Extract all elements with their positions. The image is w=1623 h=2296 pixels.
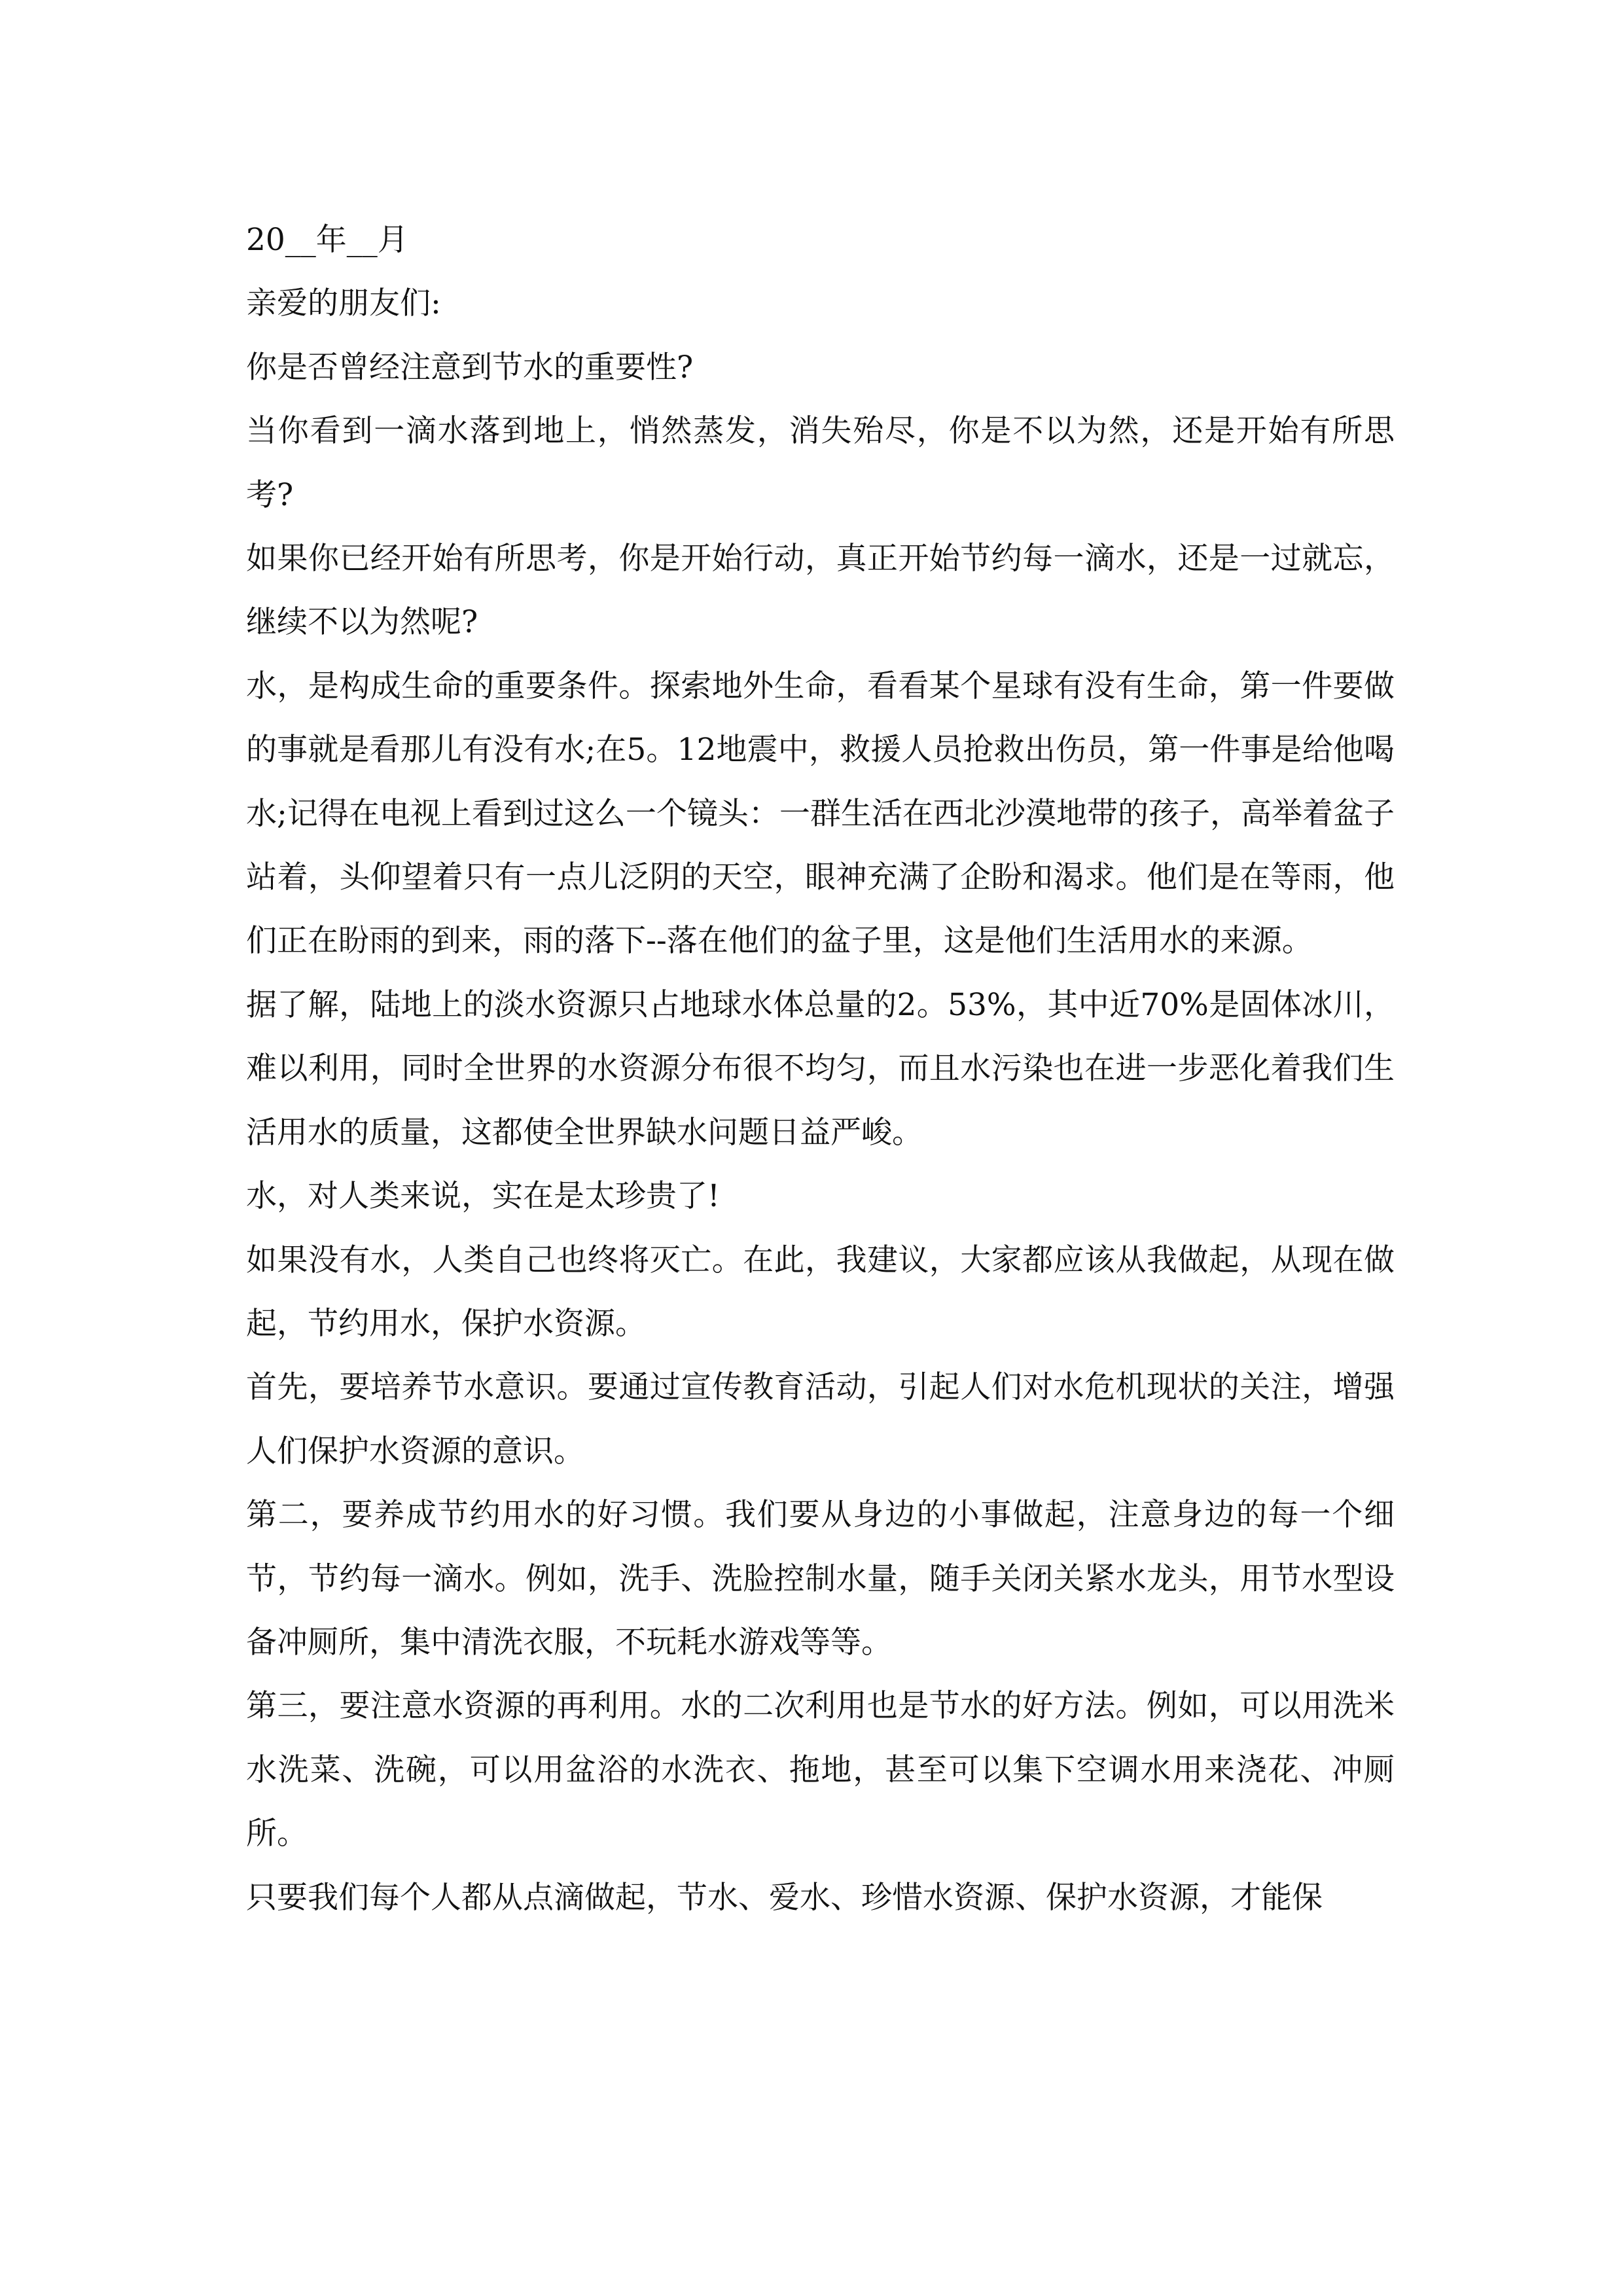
paragraph: 你是否曾经注意到节水的重要性? <box>246 349 694 386</box>
document-body <box>246 208 1395 1929</box>
paragraph: 如果你已经开始有所思考，你是开始行动，真正开始节约每一滴水，还是一过就忘，继续不以为然呢? <box>246 541 1395 641</box>
paragraph: 只要我们每个人都从点滴做起，节水、爱水、珍惜水资源、保护水资源，才能保 <box>246 1879 1323 1916</box>
paragraph: 水，是构成生命的重要条件。探索地外生命，看看某个星球有没有生命，第一件要做的事就是看那儿有没有水;在5。12地震中，救援人员抢救出伤员，第一件事是给他喝水;记得在电视上看到过这么一个镜头：一群生活在西北沙漠地带的孩子，高举着盆子站着，头仰望着只有一点儿泛阴的天空，眼神充满了企盼和渴求。他们是在等雨，他们正在盼雨的到来，雨的落下--落在他们的盆子里，这是他们生活用水的来源。 <box>246 668 1395 960</box>
date-line: 20__年__月 <box>246 222 408 258</box>
paragraph: 据了解，陆地上的淡水资源只占地球水体总量的2。53%，其中近70%是固体冰川，难以利用，同时全世界的水资源分布很不均匀，而且水污染也在进一步恶化着我们生活用水的质量，这都使全世界缺水问题日益严峻。 <box>246 986 1395 1151</box>
greeting: 亲爱的朋友们: <box>246 285 441 322</box>
paragraph: 第二，要养成节约用水的好习惯。我们要从身边的小事做起，注意身边的每一个细节，节约每一滴水。例如，洗手、洗脸控制水量，随手关闭关紧水龙头，用节水型设备冲厕所，集中清洗衣服，不玩耗水游戏等等。 <box>246 1497 1395 1660</box>
paragraph: 当你看到一滴水落到地上，悄然蒸发，消失殆尽，你是不以为然，还是开始有所思考? <box>246 413 1395 513</box>
paragraph: 水，对人类来说，实在是太珍贵了! <box>246 1178 720 1215</box>
paragraph: 首先，要培养节水意识。要通过宣传教育活动，引起人们对水危机现状的关注，增强人们保护水资源的意识。 <box>246 1369 1395 1469</box>
paragraph: 第三，要注意水资源的再利用。水的二次利用也是节水的好方法。例如，可以用洗米水洗菜、洗碗，可以用盆浴的水洗衣、拖地，甚至可以集下空调水用来浇花、冲厕所。 <box>246 1688 1395 1852</box>
paragraph: 如果没有水，人类自己也终将灭亡。在此，我建议，大家都应该从我做起，从现在做起，节约用水，保护水资源。 <box>246 1242 1395 1342</box>
